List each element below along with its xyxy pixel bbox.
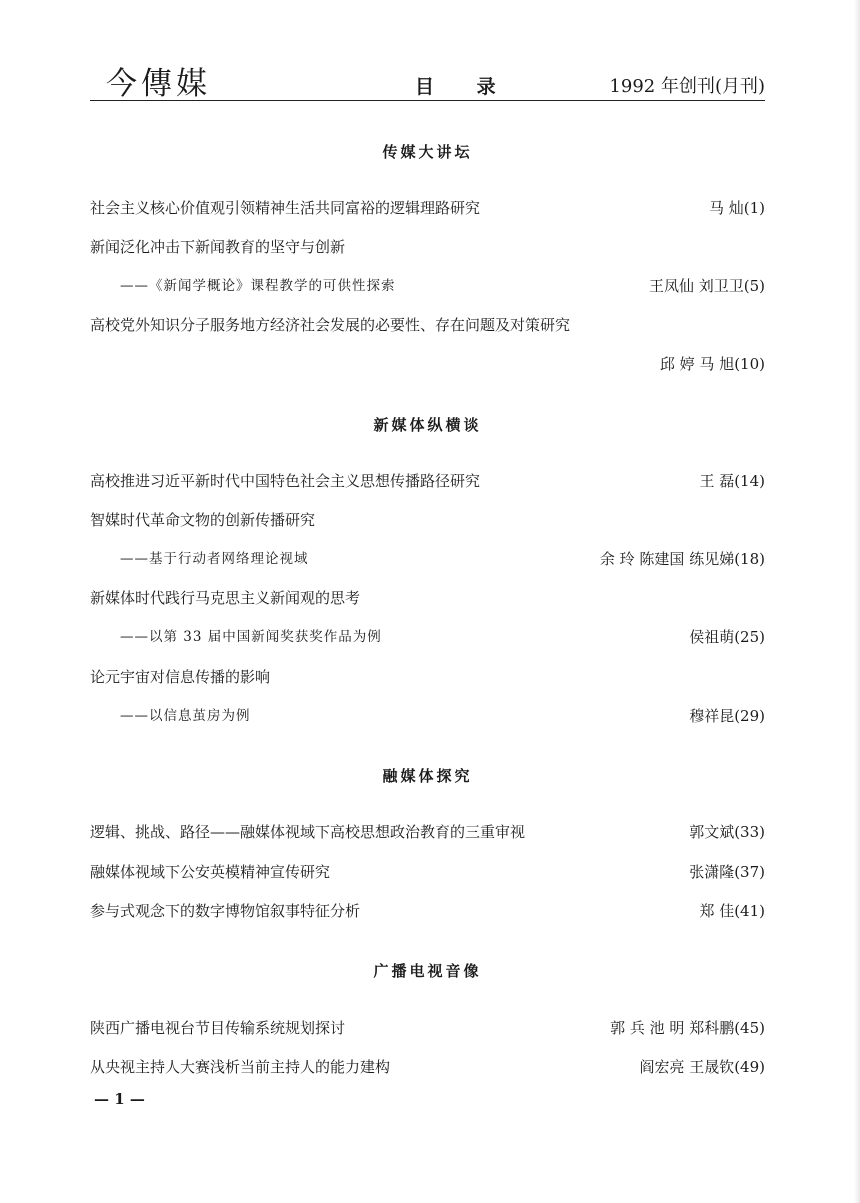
entry-authors: 郭 兵 池 明 郑科鹏(45) <box>610 1019 765 1037</box>
toc-entry-subtitle[interactable] <box>90 705 765 727</box>
entry-title: 智媒时代革命文物的创新传播研究 <box>90 511 316 529</box>
entry-subtitle: ——以信息茧房为例 <box>120 708 251 724</box>
toc-entry[interactable] <box>90 861 765 883</box>
founding-info: 1992 年创刊(月刊) <box>609 76 765 97</box>
entry-authors: 郭文斌(33) <box>689 823 765 841</box>
entry-authors: 穆祥昆(29) <box>689 707 765 725</box>
entry-authors: 余 玲 陈建国 练见娣(18) <box>599 550 765 568</box>
entry-authors: 邱 婷 马 旭(10) <box>659 355 765 373</box>
toc-entry[interactable] <box>90 509 765 531</box>
toc-entry[interactable] <box>90 666 765 688</box>
entry-subtitle: ——《新闻学概论》课程教学的可供性探索 <box>120 278 396 294</box>
entry-title: 参与式观念下的数字博物馆叙事特征分析 <box>90 902 361 920</box>
toc-entry-subtitle[interactable] <box>90 626 765 648</box>
toc-entry[interactable] <box>90 236 765 258</box>
toc-entry-subtitle[interactable] <box>90 548 765 570</box>
section-heading: 新媒体纵横谈 <box>373 416 482 434</box>
toc-entry[interactable] <box>90 1056 765 1078</box>
toc-entry[interactable] <box>90 470 765 492</box>
entry-subtitle: ——以第 33 届中国新闻奖获奖作品为例 <box>120 629 382 645</box>
entry-title: 陕西广播电视台节目传输系统规划探讨 <box>90 1019 346 1037</box>
entry-title: 逻辑、挑战、路径——融媒体视域下高校思想政治教育的三重审视 <box>90 823 526 841</box>
entry-authors: 阎宏亮 王晟钦(49) <box>639 1058 765 1076</box>
section-heading: 传媒大讲坛 <box>382 143 473 161</box>
entry-subtitle: ——基于行动者网络理论视域 <box>120 551 309 567</box>
entry-title: 论元宇宙对信息传播的影响 <box>90 668 271 686</box>
toc-entry[interactable] <box>90 353 765 375</box>
entry-authors: 马 灿(1) <box>708 199 765 217</box>
entry-title: 新闻泛化冲击下新闻教育的坚守与创新 <box>90 238 346 256</box>
entry-authors: 王凤仙 刘卫卫(5) <box>648 277 765 295</box>
toc-entry[interactable] <box>90 314 765 336</box>
toc-heading: 目 录 <box>415 76 514 98</box>
entry-title: 新媒体时代践行马克思主义新闻观的思考 <box>90 589 361 607</box>
toc-entry[interactable] <box>90 1017 765 1039</box>
toc-entry-subtitle[interactable] <box>90 275 765 297</box>
toc-entry[interactable] <box>90 900 765 922</box>
section-heading: 融媒体探究 <box>382 767 473 785</box>
entry-title: 高校推进习近平新时代中国特色社会主义思想传播路径研究 <box>90 472 481 490</box>
entry-authors: 侯祖萌(25) <box>689 628 765 646</box>
entry-title: 从央视主持人大赛浅析当前主持人的能力建构 <box>90 1058 391 1076</box>
toc-entry[interactable] <box>90 197 765 219</box>
page-header <box>90 56 765 101</box>
entry-authors: 张潇隆(37) <box>689 863 765 881</box>
entry-title: 融媒体视域下公安英模精神宣传研究 <box>90 863 331 881</box>
entry-title: 高校党外知识分子服务地方经济社会发展的必要性、存在问题及对策研究 <box>90 316 571 334</box>
section-heading: 广播电视音像 <box>373 962 482 980</box>
entry-authors: 王 磊(14) <box>699 472 765 490</box>
page-edge-shadow <box>854 0 860 1203</box>
journal-logo: 今傳媒 <box>106 66 211 102</box>
entry-authors: 郑 佳(41) <box>699 902 765 920</box>
page-number: — 1 — <box>94 1090 145 1108</box>
toc-entry[interactable] <box>90 821 765 843</box>
toc-entry[interactable] <box>90 587 765 609</box>
entry-title: 社会主义核心价值观引领精神生活共同富裕的逻辑理路研究 <box>90 199 481 217</box>
